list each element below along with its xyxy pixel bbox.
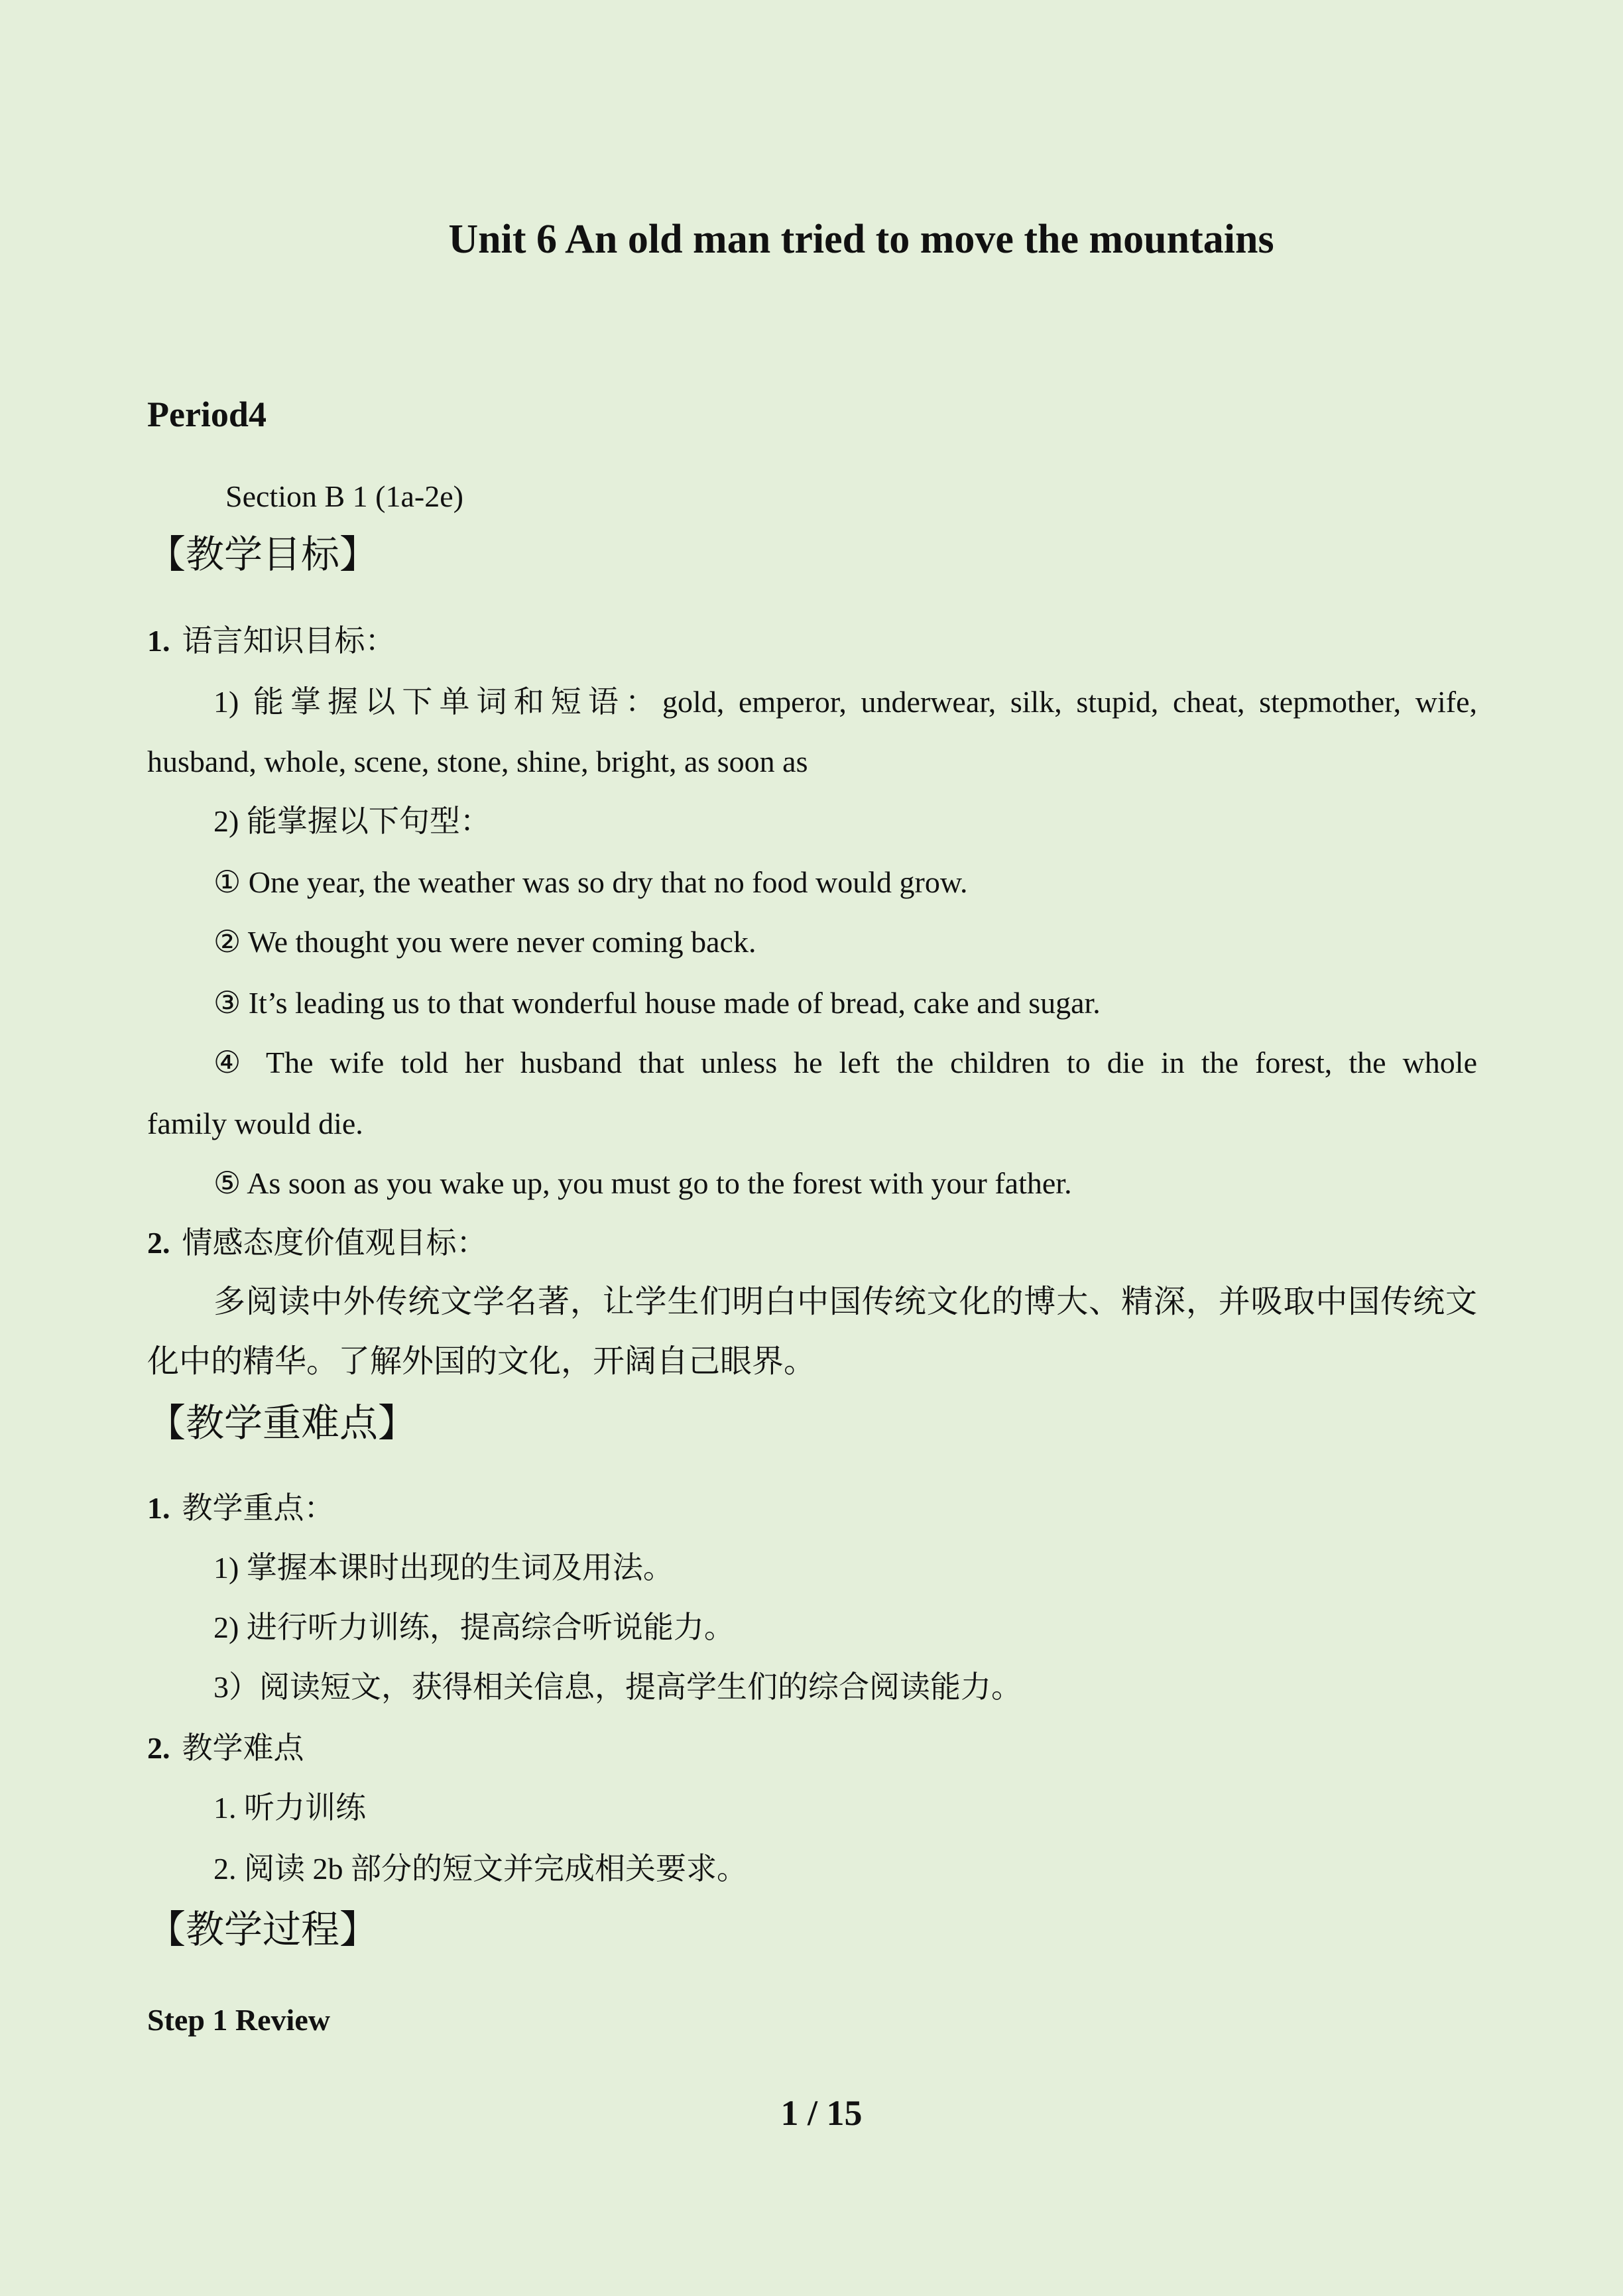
focus-item-1: 1) 掌握本课时出现的生词及用法。 bbox=[213, 1551, 674, 1585]
sentence-3: ③ It’s leading us to that wonderful house made of bread, cake and sugar. bbox=[213, 986, 1101, 1020]
patterns-label: 2) 能掌握以下句型： bbox=[213, 804, 491, 838]
process-heading: 【教学过程】 bbox=[147, 1908, 379, 1951]
document-title: Unit 6 An old man tried to move the mountains bbox=[448, 217, 1274, 262]
emotion-paragraph-line-1: 多阅读中外传统文学名著，让学生们明白中国传统文化的博大、精深，并吸取中国传统文 bbox=[213, 1284, 1477, 1319]
sentence-4-line-1: ④ The wife told her husband that unless he left the children to die in the forest, the whole bbox=[213, 1046, 1477, 1079]
sentence-1: ① One year, the weather was so dry that no food would grow. bbox=[213, 865, 968, 899]
difficulty-label: 教学难点 bbox=[182, 1731, 304, 1765]
difficulty-number: 2. bbox=[147, 1731, 170, 1765]
sentence-5: ⑤ As soon as you wake up, you must go to the forest with your father. bbox=[213, 1166, 1072, 1200]
objectives-heading: 【教学目标】 bbox=[147, 533, 379, 576]
sentence-2: ② We thought you were never coming back. bbox=[213, 925, 756, 959]
knowledge-objective-heading bbox=[147, 626, 396, 656]
focus-number: 1. bbox=[147, 1491, 170, 1525]
period-heading: Period4 bbox=[147, 394, 267, 434]
emotion-label: 情感态度价值观目标： bbox=[182, 1226, 487, 1260]
focus-item-3: 3）阅读短文，获得相关信息，提高学生们的综合阅读能力。 bbox=[213, 1670, 1022, 1704]
step-1-heading: Step 1 Review bbox=[147, 2003, 330, 2037]
key-points-heading: 【教学重难点】 bbox=[147, 1402, 417, 1445]
focus-heading bbox=[147, 1493, 335, 1524]
difficulty-item-2: 2. 阅读 2b 部分的短文并完成相关要求。 bbox=[213, 1852, 747, 1886]
emotion-paragraph-line-2: 化中的精华。了解外国的文化，开阔自己眼界。 bbox=[147, 1344, 816, 1379]
page-indicator: 1 / 15 bbox=[780, 2093, 863, 2133]
knowledge-number: 1. bbox=[147, 624, 170, 658]
focus-label: 教学重点： bbox=[182, 1491, 335, 1525]
emotion-number: 2. bbox=[147, 1226, 170, 1260]
knowledge-label: 语言知识目标： bbox=[182, 624, 396, 658]
vocab-line-1: 1) 能掌握以下单词和短语：gold, emperor, underwear, silk, stupid, cheat, stepmother, wife, bbox=[213, 685, 1477, 719]
section-label: Section B 1 (1a-2e) bbox=[225, 479, 463, 513]
difficulty-heading bbox=[147, 1733, 304, 1764]
focus-item-2: 2) 进行听力训练，提高综合听说能力。 bbox=[213, 1610, 735, 1644]
vocab-line-2: husband, whole, scene, stone, shine, bright, as soon as bbox=[147, 745, 808, 778]
difficulty-item-1: 1. 听力训练 bbox=[213, 1791, 366, 1825]
emotion-objective-heading bbox=[147, 1228, 487, 1258]
sentence-4-line-2: family would die. bbox=[147, 1107, 363, 1140]
